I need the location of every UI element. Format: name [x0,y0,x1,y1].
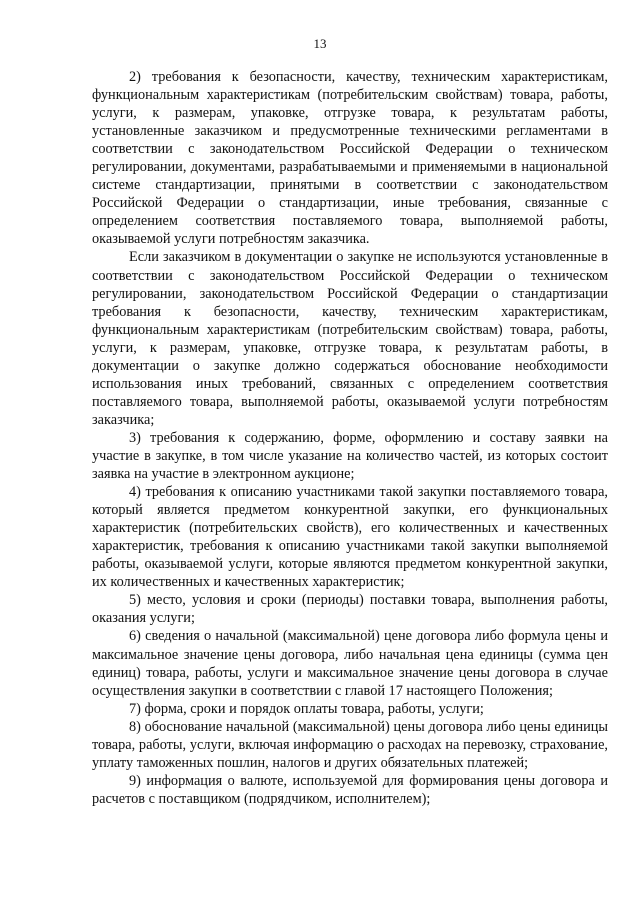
document-body [92,68,608,808]
paragraph-item-2-note: Если заказчиком в документации о закупке не используются установленные в соответствии с законодательством Российской Федерации о техническом регулировании, законодательством Российской Федерации о стандартизации требования к безопасности, качеству, техническим характеристикам, функциональным характеристикам (потребительским свойствам) товара, работы, услуги, к размерам, упаковке, отгрузке товара, к результатам работы, в документации о закупке должно содержаться обоснование необходимости использования иных требований, связанных с определением соответствия поставляемого товара, выполняемой работы, оказываемой услуги потребностям заказчика; [92,249,608,428]
paragraph-item-4: 4) требования к описанию участниками такой закупки поставляемого товара, который является предметом конкурентной закупки, его функциональных характеристик (потребительских свойств), его количественных и качественных характеристик, требования к описанию участниками такой закупки выполняемой работы, оказываемой услуги, которые являются предметом конкурентной закупки, их количественных и качественных характеристик; [92,484,608,591]
paragraph-item-3: 3) требования к содержанию, форме, оформлению и составу заявки на участие в закупке, в том числе указание на количество частей, из которых состоит заявка на участие в электронном аукционе; [92,429,608,483]
paragraph-item-6: 6) сведения о начальной (максимальной) цене договора либо формула цены и максимальное значение цены договора, либо начальная цена единицы (сумма цен единиц) товара, работы, услуги и максимальное значение цены договора в случае осуществления закупки в соответствии с главой 17 настоящего Положения; [92,628,608,699]
paragraph-item-9: 9) информация о валюте, используемой для формирования цены договора и расчетов с поставщиком (подрядчиком, исполнителем); [92,772,608,807]
paragraph-item-2: 2) требования к безопасности, качеству, техническим характеристикам, функциональным характеристикам (потребительским свойствам) товара, работы, услуги, к размерам, упаковке, отгрузке товара, к результатам работы, установленные заказчиком и предусмотренные техническими регламентами в соответствии с законодательством Российской Федерации о техническом регулировании, документами, разрабатываемыми и применяемыми в национальной системе стандартизации, принятыми в соответствии с законодательством Российской Федерации о стандартизации, иные требования, связанные с определением соответствия поставляемого товара, выполняемой работы, оказываемой услуги потребностям заказчика. [92,69,608,248]
page-number: 13 [313,36,327,51]
paragraph-item-5: 5) место, условия и сроки (периоды) поставки товара, выполнения работы, оказания услуги; [92,592,608,627]
paragraph-item-8: 8) обоснование начальной (максимальной) цены договора либо цены единицы товара, работы, услуги, включая информацию о расходах на перевозку, страхование, уплату таможенных пошлин, налогов и других обязательных платежей; [92,718,608,771]
paragraph-item-7: 7) форма, сроки и порядок оплаты товара, работы, услуги; [129,700,484,717]
